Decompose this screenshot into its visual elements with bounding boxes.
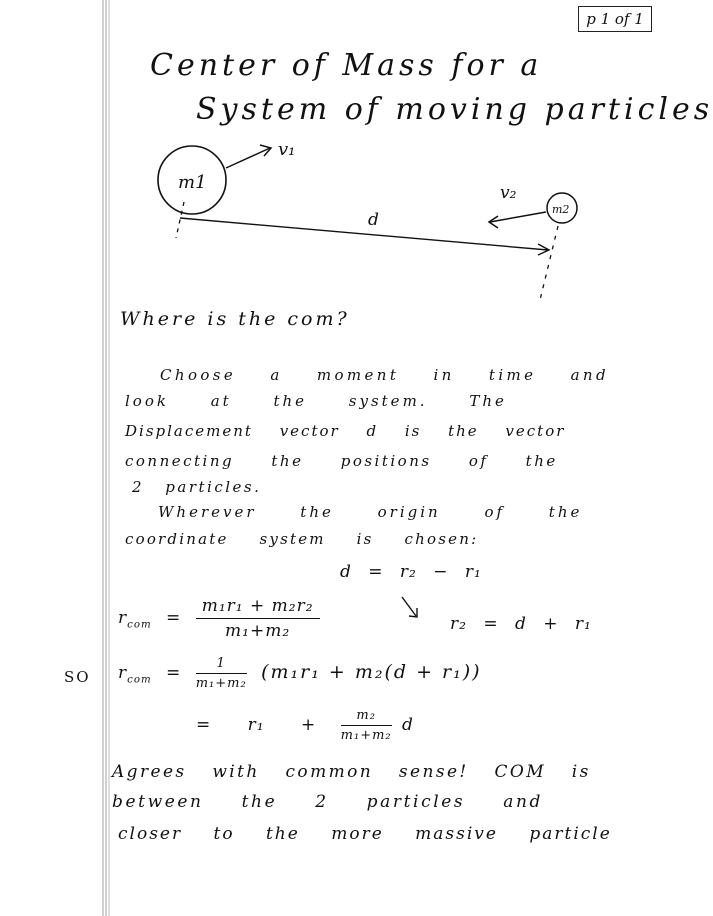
rcom-symbol-2: r	[118, 663, 128, 683]
v1-label: v₁	[278, 139, 296, 160]
down-arrow	[398, 594, 422, 622]
final-fraction	[341, 708, 392, 743]
particle-m1-label: m1	[178, 172, 207, 193]
rcom-fraction	[196, 596, 320, 641]
conclusion-line-3: closer to the more massive particle	[118, 824, 612, 844]
title-line-2: System of moving particles	[196, 92, 713, 127]
paragraph-line-5: 2 particles.	[132, 478, 262, 496]
question: Where is the com?	[120, 308, 350, 330]
v2-label: v₂	[500, 183, 517, 203]
d-vector	[180, 218, 548, 250]
paragraph-line-7: coordinate system is chosen:	[125, 530, 479, 548]
so-label: SO	[64, 668, 91, 686]
final-denominator: m₁+m₂	[340, 728, 392, 743]
v1-arrow	[226, 148, 270, 168]
final-start: = r₁ +	[196, 715, 317, 735]
paragraph-line-4: connecting the positions of the	[125, 452, 558, 470]
paragraph-line-1: Choose a moment in time and	[160, 366, 609, 384]
expanded-numerator: 1	[196, 656, 247, 674]
title-line-1: Center of Mass for a	[150, 48, 543, 83]
paragraph-line-2: look at the system. The	[125, 392, 507, 410]
rcom-symbol: r	[118, 608, 128, 628]
final-d: d	[402, 715, 414, 735]
two-particle-diagram	[140, 130, 600, 305]
equation-d: d = r₂ − r₁	[340, 562, 482, 582]
equation-final	[196, 708, 414, 743]
rcom-subscript-2: com	[127, 674, 152, 686]
equation-r2: r₂ = d + r₁	[450, 614, 592, 634]
final-numerator: m₂	[341, 708, 392, 726]
v2-arrow	[490, 212, 546, 222]
equation-rcom-expanded: $r_{com}$ = $\frac{1}{\text{m₁+m₂}}$ (m₁r₁ + m₂(d + r₁))	[118, 656, 482, 691]
expanded-denominator: m₁+m₂	[195, 676, 247, 691]
particle-m2-label: m2	[552, 203, 570, 216]
rcom-denominator: m₁+m₂	[225, 621, 291, 641]
equation-rcom: $r_{com}$ = $\frac{\text{m₁r₁ + m₂r₂}}{\text{m₁+m₂}}$	[118, 596, 320, 641]
rcom-subscript: com	[127, 619, 152, 631]
expanded-parenthetical: (m₁r₁ + m₂(d + r₁))	[261, 661, 482, 683]
conclusion-line-1: Agrees with common sense! COM is	[112, 762, 591, 782]
expanded-fraction	[196, 656, 247, 691]
page-number: p 1 of 1	[578, 6, 652, 32]
rcom-numerator: m₁r₁ + m₂r₂	[196, 596, 320, 619]
paragraph-line-6: Wherever the origin of the	[158, 503, 583, 521]
paragraph-line-3: Displacement vector d is the vector	[125, 422, 566, 440]
d-label: d	[368, 210, 379, 230]
conclusion-line-2: between the 2 particles and	[112, 792, 543, 812]
